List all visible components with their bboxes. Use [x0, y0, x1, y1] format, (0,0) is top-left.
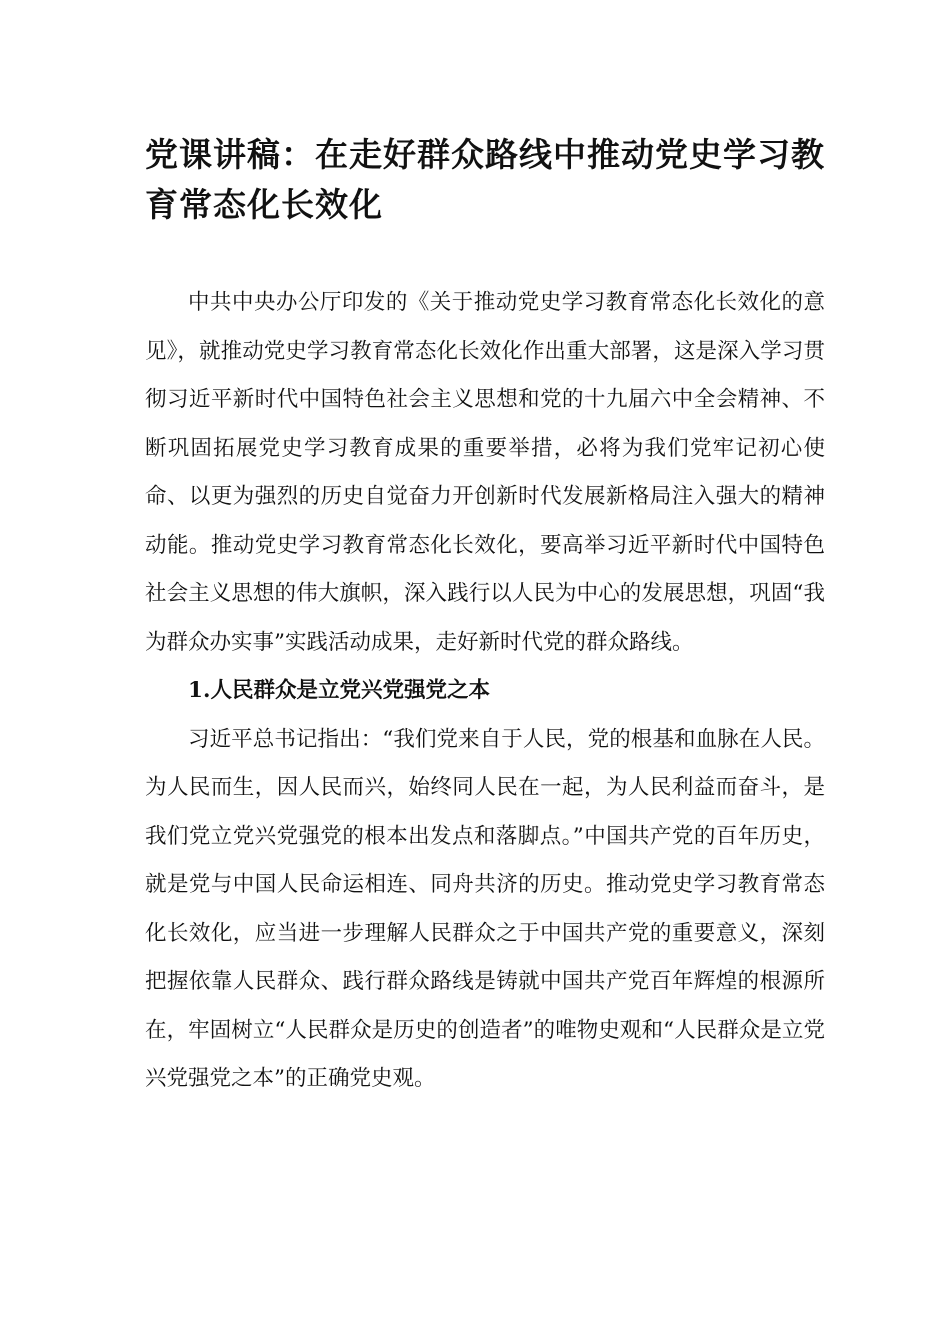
document-title: 党课讲稿：在走好群众路线中推动党史学习教育常态化长效化 [145, 135, 825, 224]
document-body [145, 279, 825, 1104]
body-paragraph-intro: 中共中央办公厅印发的《关于推动党史学习教育常态化长效化的意见》，就推动党史学习教育常态化长效化作出重大部署，这是深入学习贯彻习近平新时代中国特色社会主义思想和党的十九届六中全会精神、不断巩固拓展党史学习教育成果的重要举措，必将为我们党牢记初心使命、以更为强烈的历史自觉奋力开创新时代发展新格局注入强大的精神动能。推动党史学习教育常态化长效化，要高举习近平新时代中国特色社会主义思想的伟大旗帜，深入践行以人民为中心的发展思想，巩固“我为群众办实事”实践活动成果，走好新时代党的群众路线。 [145, 290, 825, 655]
body-paragraph-section-1: 习近平总书记指出：“我们党来自于人民，党的根基和血脉在人民。为人民而生，因人民而兴，始终同人民在一起，为人民利益而奋斗，是我们党立党兴党强党的根本出发点和落脚点。”中国共产党的百年历史，就是党与中国人民命运相连、同舟共济的历史。推动党史学习教育常态化长效化，应当进一步理解人民群众之于中国共产党的重要意义，深刻把握依靠人民群众、践行群众路线是铸就中国共产党百年辉煌的根源所在，牢固树立“人民群众是历史的创造者”的唯物史观和“人民群众是立党兴党强党之本”的正确党史观。 [145, 726, 825, 1091]
section-heading-1: 1.人民群众是立党兴党强党之本 [188, 678, 490, 703]
